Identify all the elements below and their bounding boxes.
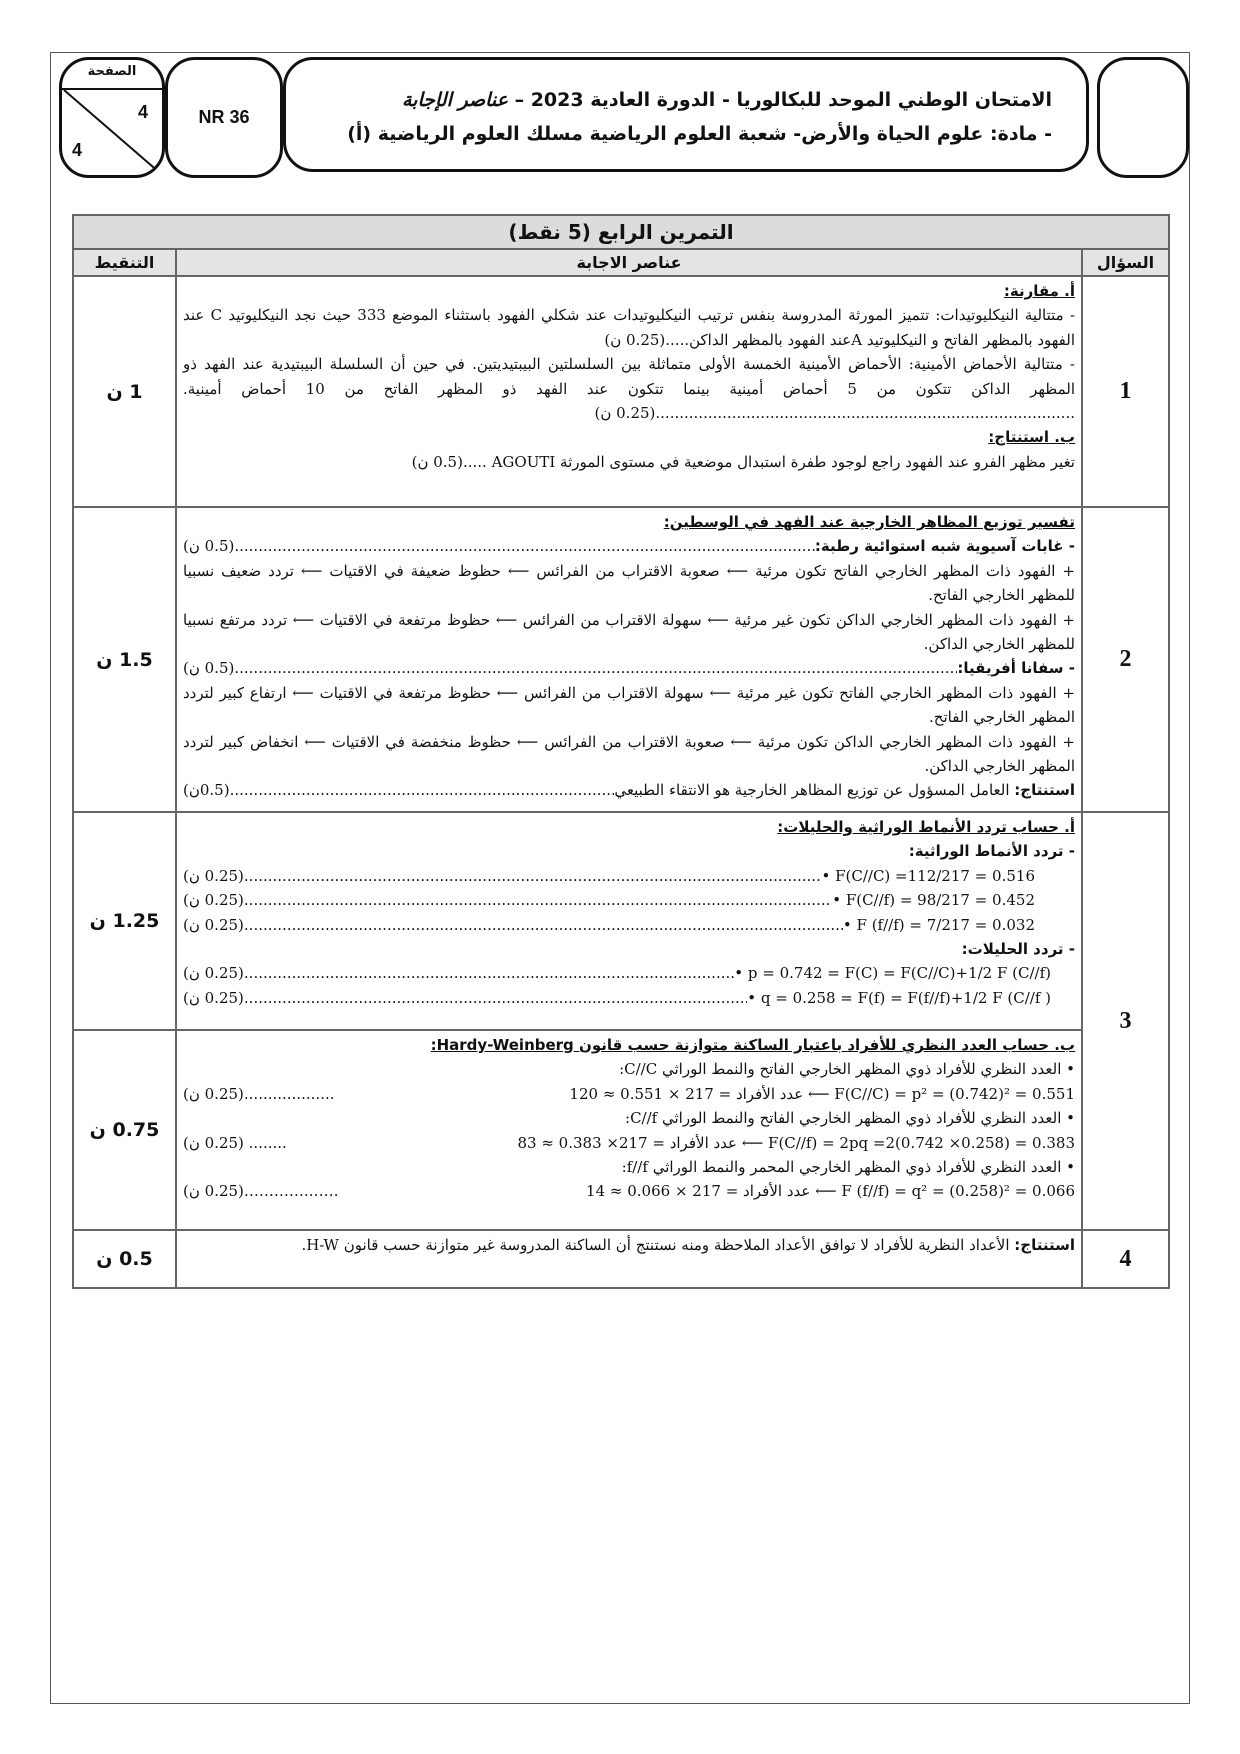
q2-p3: + الفهود ذات المظهر الخارجي الفاتح تكون غير مرئية ⟵ سهولة الاقتراب من الفرائس ⟵ حظوظ مرتفعة في الاقتيات ⟵ ارتفاع كبير لتردد المظهر الخارجي الفاتح. <box>183 683 1075 727</box>
table-row <box>73 276 1169 507</box>
q2-heading: تفسير توزيع المظاهر الخارجية عند الفهد في الوسطين: <box>663 513 1075 531</box>
allele-line: • q = 0.258 = F(f) = F(f//f)+1/2 F (C//f ) ..... (0.25 ن) <box>183 986 1075 1010</box>
answer-cell <box>176 276 1082 507</box>
q1-heading-b: ب. استنتاج: <box>988 428 1075 447</box>
q2-conclusion-line: استنتاج: العامل المسؤول عن توزيع المظاهر الخارجية هو الانتقاء الطبيعي ..... (0.5ن) <box>183 778 1075 802</box>
genotype-line: • F(C//C) =112/217 = 0.516 ..... (0.25 ن) <box>183 864 1075 888</box>
answer-cell <box>176 1230 1082 1288</box>
q4-conclusion: استنتاج: الأعداد النظرية للأفراد لا توافق الأعداد الملاحظة ومنه نستنتج أن الساكنة المدروسة غير متوازنة حسب قانون H-W. <box>301 1236 1075 1254</box>
q2-p4: + الفهود ذات المظهر الخارجي الداكن تكون مرئية ⟵ صعوبة الاقتراب من الفرائس ⟵ حظوظ منخفضة في الاقتيات ⟵ انخفاض كبير لتردد المظهر الخارجي الداكن. <box>183 732 1075 776</box>
question-number: 1 <box>1082 276 1169 507</box>
exam-code: NR 36 <box>165 57 283 178</box>
hw-item-calc: F (f//f) = q² = (0.258)² = 0.066 ⟵ عدد الأفراد = 217 × 0.066 ≈ 14 …….…………(0.25 ن) <box>183 1182 1075 1201</box>
q2-p1: + الفهود ذات المظهر الخارجي الفاتح تكون مرئية ⟵ صعوبة الاقتراب من الفرائس ⟵ حظوظ ضعيفة في الاقتيات ⟵ تردد ضعيف نسبيا للمظهر الخارجي الفاتح. <box>183 561 1075 605</box>
score-cell: 0.5 ن <box>73 1230 176 1288</box>
answer-key-stamp: عناصر الإجابة <box>402 89 508 111</box>
hw-item-label: • العدد النظري للأفراد ذوي المظهر الخارجي الفاتح والنمط الوراثي C//f: <box>625 1109 1075 1128</box>
header-title-box <box>283 57 1089 172</box>
q1-conclusion: تغير مظهر الفرو عند الفهود راجع لوجود طفرة استبدال موضعية في مستوى المورثة AGOUTI .....(0.5 ن) <box>411 452 1075 471</box>
q2-sub1-line: - غابات آسيوية شبه استوائية رطبة: ..... (0.5 ن) <box>183 534 1075 558</box>
page-total: 4 <box>72 140 83 160</box>
page-indicator <box>59 57 165 178</box>
exercise-title: التمرين الرابع (5 نقط) <box>73 215 1169 249</box>
genotype-line: • F (f//f) = 7/217 = 0.032 ..... (0.25 ن) <box>183 913 1075 937</box>
question-number: 3 <box>1082 812 1169 1230</box>
answer-cell <box>176 1030 1082 1230</box>
q1-nucleotides: - متتالية النيكليوتيدات: تتميز المورثة المدروسة بنفس ترتيب النيكليوتيدات عند شكلي الفهود باستثناء الموضع 333 حيث نجد النيكليوتيد C عند الفهود بالمظهر الفاتح و النيكليوتيد Aعند الفهود بالمظهر الداكن.....(0.25 ن) <box>183 306 1075 349</box>
score-cell: 1.5 ن <box>73 507 176 812</box>
q3-heading-b: ب. حساب العدد النظري للأفراد باعتبار الساكنة متوازنة حسب قانون Hardy-Weinberg: <box>430 1036 1075 1054</box>
table-row <box>73 812 1169 1030</box>
q2-p2: + الفهود ذات المظهر الخارجي الداكن تكون غير مرئية ⟵ سهولة الاقتراب من الفرائس ⟵ حظوظ مرتفعة في الاقتيات ⟵ تردد مرتفع نسبيا للمظهر الخارجي الداكن. <box>183 610 1075 654</box>
col-score-header: التنقيط <box>73 249 176 276</box>
col-answer-header: عناصر الاجابة <box>176 249 1082 276</box>
q1-amino-acids: - متتالية الأحماض الأمينية: الأحماض الأمينية الخمسة الأولى متماثلة بين السلسلتين البيبتيديتين. في حين أن السلسلة البيبتيدية عند الفهد ذو المظهر الداكن تتكون من 5 أحماض أمينية بينما تتكون عند الفهد ذو المظهر الفاتح من 10 أحماض أمينية. ........................................................................................(0.25 ن) <box>183 355 1076 423</box>
answer-cell <box>176 507 1082 812</box>
genotype-line: • F(C//f) = 98/217 = 0.452 ..... (0.25 ن) <box>183 888 1075 912</box>
answer-table <box>72 214 1170 1289</box>
subject-line: - مادة: علوم الحياة والأرض- شعبة العلوم الرياضية مسلك العلوم الرياضية (أ) <box>347 123 1052 145</box>
q3-sub-alleles: - تردد الحليلات: <box>961 940 1075 959</box>
question-number: 4 <box>1082 1230 1169 1288</box>
q3-heading-a: أ. حساب تردد الأنماط الوراثية والحليلات: <box>777 818 1075 836</box>
answer-cell <box>176 812 1082 1030</box>
question-number: 2 <box>1082 507 1169 812</box>
hw-item-calc: F(C//f) = 2pq =2(0.742 ×0.258) = 0.383 ⟵ عدد الأفراد = 217× 0.383 ≈ 83 ........ (0.25 ن) <box>183 1133 1075 1152</box>
exam-title: الامتحان الوطني الموحد للبكالوريا - الدورة العادية 2023 – عناصر الإجابة <box>402 89 1052 111</box>
allele-line: • p = 0.742 = F(C) = F(C//C)+1/2 F (C//f) ..... (0.25 ن) <box>183 961 1075 985</box>
page-label: الصفحة <box>87 64 137 79</box>
hw-item-label: • العدد النظري للأفراد ذوي المظهر الخارجي الفاتح والنمط الوراثي C//C: <box>619 1060 1075 1079</box>
q1-heading-a: أ. مقارنة: <box>1003 282 1075 300</box>
table-row <box>73 1030 1169 1230</box>
table-row <box>73 1230 1169 1288</box>
hw-item-label: • العدد النظري للأفراد ذوي المظهر الخارجي المحمر والنمط الوراثي f//f: <box>621 1158 1075 1177</box>
hw-item-calc: F(C//C) = p² = (0.742)² = 0.551 ⟵ عدد الأفراد = 217 × 0.551 ≈ 120 ...................(0.25 ن) <box>183 1084 1075 1103</box>
page-number: 4 <box>137 102 148 122</box>
header-empty-box <box>1097 57 1189 178</box>
score-cell: 1 ن <box>73 276 176 507</box>
score-cell: 1.25 ن <box>73 812 176 1030</box>
q2-sub2-line: - سفانا أفريقيا: ..... (0.5 ن) <box>183 656 1075 680</box>
score-cell: 0.75 ن <box>73 1030 176 1230</box>
q3-sub-genotypes: - تردد الأنماط الوراثية: <box>908 842 1075 861</box>
table-row <box>73 507 1169 812</box>
col-question-header: السؤال <box>1082 249 1169 276</box>
